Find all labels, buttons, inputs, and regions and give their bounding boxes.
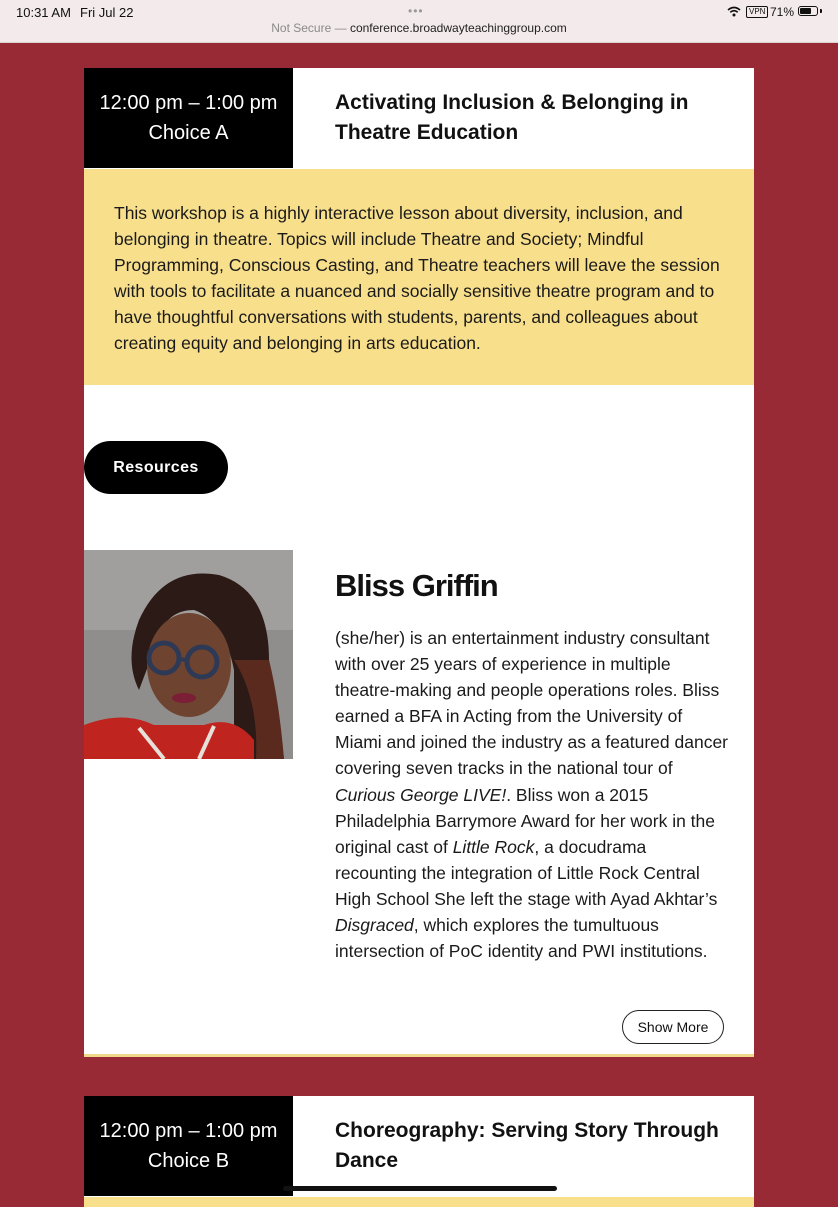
session-time: 12:00 pm – 1:00 pm bbox=[99, 92, 278, 114]
url-separator: — bbox=[334, 21, 347, 35]
session-title: Choreography: Serving Story Through Dance bbox=[335, 1119, 719, 1172]
home-indicator[interactable] bbox=[283, 1186, 557, 1191]
status-date: Fri Jul 22 bbox=[80, 5, 134, 20]
bio-text-2: . Bliss won a 2015 Philadelphia Barrymore Award for her work in the original cast of bbox=[335, 784, 716, 857]
session-choice: Choice A bbox=[148, 122, 229, 144]
bio-text-4: , which explores the tumultuous intersection of PoC identity and PWI institutions. bbox=[335, 915, 708, 962]
bio-italic-1: Curious George LIVE! bbox=[335, 784, 507, 805]
url-text: conference.broadwayteachinggroup.com bbox=[349, 21, 567, 35]
bio-text-1: (she/her) is an entertainment industry consultant with over 25 years of experience in multiple theatre-making and people operations roles. Bliss earned a BFA in Acting from the University of Miami and joined the industry as a featured dancer covering seven tracks in the national tour of bbox=[335, 628, 729, 779]
address-bar[interactable] bbox=[0, 21, 838, 35]
browser-top-bar bbox=[0, 0, 838, 43]
session-choice: Choice B bbox=[147, 1150, 230, 1172]
session-time-box bbox=[84, 68, 293, 168]
battery-tip bbox=[820, 9, 822, 13]
status-time: 10:31 AM bbox=[16, 5, 71, 20]
not-secure-label: Not Secure bbox=[271, 21, 332, 35]
resources-button[interactable]: Resources bbox=[84, 441, 228, 494]
more-dots-icon[interactable]: ••• bbox=[408, 4, 424, 18]
speaker-bio bbox=[335, 625, 730, 964]
session-description bbox=[84, 1197, 754, 1207]
session-description bbox=[84, 169, 754, 385]
bio-text-3: , a docudrama recounting the integration of Little Rock Central High School She left the stage with Ayad Akhtar’s bbox=[335, 836, 718, 909]
speaker-name: Bliss Griffin bbox=[335, 568, 498, 603]
vpn-badge: VPN bbox=[746, 6, 768, 18]
session-card-a bbox=[84, 68, 754, 1057]
battery-level-fill bbox=[800, 8, 811, 14]
session-description-text: This workshop is a highly interactive lesson about diversity, inclusion, and belonging in theatre. Topics will include Theatre and Society; Mindful Programming, Conscious Casting, and Theatre teachers will leave the session with tools to facilitate a nuanced and socially sensitive theatre program and to have thoughtful conversations with students, parents, and colleagues about creating equity and belonging in arts education. bbox=[114, 203, 720, 353]
session-title: Activating Inclusion & Belonging in Theatre Education bbox=[335, 91, 689, 144]
battery-icon bbox=[798, 6, 818, 16]
bio-italic-2: Little Rock bbox=[452, 836, 535, 857]
show-more-button[interactable]: Show More bbox=[622, 1010, 724, 1044]
speaker-photo bbox=[84, 550, 293, 759]
battery-percent: 71% bbox=[770, 5, 795, 19]
bio-italic-3: Disgraced bbox=[335, 915, 414, 936]
session-time-box bbox=[84, 1096, 293, 1196]
wifi-icon bbox=[727, 6, 741, 17]
session-time: 12:00 pm – 1:00 pm bbox=[99, 1120, 278, 1142]
